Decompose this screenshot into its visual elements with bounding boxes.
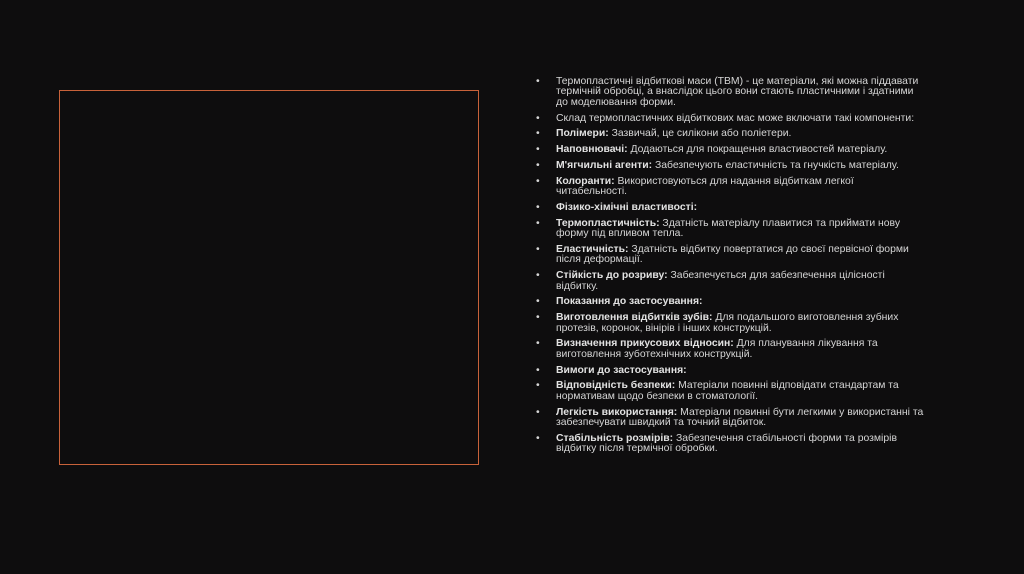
list-item: • Колоранти: Використовуються для надання відбиткам легкої читабельності. [536, 175, 854, 198]
list-item: • Вимоги до застосування: [536, 364, 687, 376]
list-item: • Виготовлення відбитків зубів: Для подальшого виготовлення зубних протезів, коронок, вінірів і інших конструкцій. [536, 312, 899, 334]
list-item: • Еластичність: Здатність відбитку повертатися до своєї первісної форми після деформації. [536, 244, 909, 266]
list-item: • М'ягчильні агенти: Забезпечують еластичність та гнучкість матеріалу. [536, 160, 899, 171]
list-item: • Показання до застосування: [536, 296, 703, 308]
bullet-icon: • [536, 338, 540, 350]
bullet-icon: • [536, 112, 540, 124]
list-item: • Відповідність безпеки: Матеріали повинні відповідати стандартам та нормативам щодо безпеки в стоматології. [536, 380, 899, 402]
bullet-icon: • [536, 175, 540, 187]
list-item: • Фізико-хімічні властивості: [536, 202, 698, 213]
list-item: • Стабільність розмірів: Забезпечення стабільності форми та розмірів відбитку після термічної обробки. [536, 432, 897, 455]
bullet-icon: • [536, 217, 540, 229]
bullet-icon: • [536, 432, 540, 444]
list-item: • Термопластичні відбиткові маси (ТВМ) - це матеріали, які можна піддавати термічній обробці, а внаслідок цього вони стають пластичними і здатними до моделювання форми. [536, 76, 919, 108]
bullet-icon: • [536, 244, 540, 255]
bullet-icon: • [536, 296, 540, 308]
bullet-icon: • [536, 160, 540, 171]
bullet-icon: • [536, 76, 540, 87]
bullet-icon: • [536, 380, 540, 392]
list-item: • Склад термопластичних відбиткових мас може включати такі компоненти: [536, 112, 915, 124]
bullet-icon: • [536, 128, 540, 140]
bullet-icon: • [536, 144, 540, 156]
image-placeholder-frame [59, 90, 479, 465]
bullet-icon: • [536, 312, 540, 324]
bullet-icon: • [536, 406, 540, 418]
list-item: • Легкість використання: Матеріали повинні бути легкими у використанні та забезпечувати швидкий та точний відбиток. [536, 406, 924, 429]
list-item: • Визначення прикусових відносин: Для планування лікування та виготовлення зуботехнічних конструкцій. [536, 338, 878, 360]
list-item: • Стійкість до розриву: Забезпечується для забезпечення цілісності відбитку. [536, 270, 885, 292]
list-item: • Наповнювачі: Додаються для покращення властивостей матеріалу. [536, 144, 888, 156]
bullet-list [536, 77, 926, 460]
bullet-icon: • [536, 202, 540, 213]
list-item: • Полімери: Зазвичай, це силікони або поліетери. [536, 128, 792, 140]
bullet-icon: • [536, 364, 540, 376]
bullet-icon: • [536, 270, 540, 282]
list-item: • Термопластичність: Здатність матеріалу плавитися та приймати нову форму під впливом тепла. [536, 217, 901, 240]
